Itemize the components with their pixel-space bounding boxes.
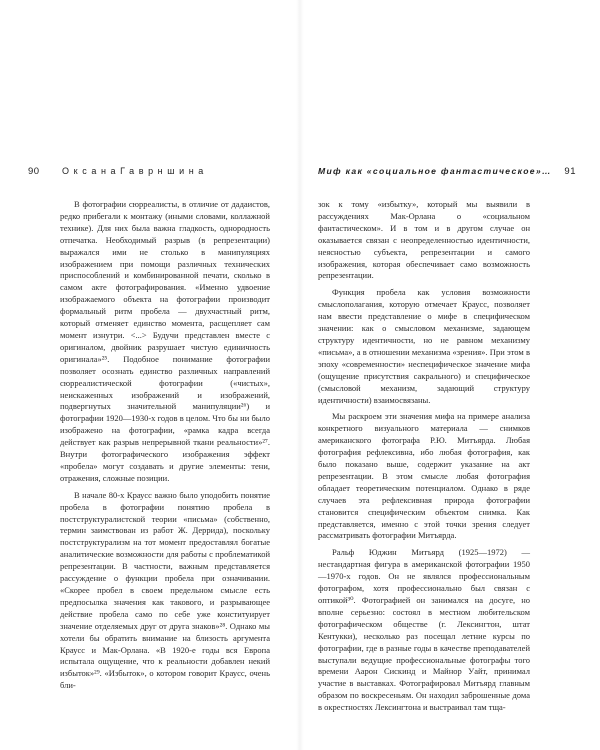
gutter [296, 0, 304, 750]
body-paragraph: В начале 80-х Краусс важно было уподобить понятие пробела в фотографии понятию пробела в постструктуралистской теории «письма» (собственно, термин заимствован из работ Ж. Деррида), поскольку постструктурализм на тот момент предоставлял богатые аналитические возможности для работы с проблематикой репрезентации. В частности, важным представляется рассуждение о функции пробела при означивании. «Скорее пробел в своем предельном смысле есть предпосылка значения как такового, и разрывающее действие пробела само по себе уже конституирует значение отделяемых друг от друга знаков»²⁸. Однако мы хотели бы обратить внимание на близость аргумента Краусс и Мак-Орлана. «В 1920-е годы вся Европа испытала ощущение, что к реальности добавлен некий избыток»²⁹. «Избыток», о котором говорит Краусс, очень бли- [60, 489, 270, 691]
left-page-body [60, 199, 270, 697]
body-paragraph: Функция пробела как условия возможности смыслополагания, которую отмечает Краусс, позволяет нам ввести представление о мифе в специфическом значении: как о смысловом механизме, задающем структуру идентичности, но не равном механизму «письма», а в отношении механизма «зрения». При этом в эпоху «современности» неспецифическое значение мифа (ощущение присутствия сакрального) и специфическое (смысловой механизм, задающий структуру идентичности) взаимосвязаны. [318, 287, 530, 405]
body-paragraph-continued: зок к тому «избытку», который мы выявили в рассуждениях Мак-Орлана о «социальном фантастическом». И в том и в другом случае он оказывается связан с неопределенностью идентичности, неясностью субъекта, репрезентации и самого изображения, которая обеспечивает само возможность репрезентации. [318, 199, 530, 281]
right-page-number: 91 [564, 166, 576, 177]
right-page-header [318, 166, 576, 180]
left-page-header [28, 166, 283, 180]
right-running-head: Миф как «социальное фантастическое»… [318, 166, 552, 176]
body-paragraph: В фотографии сюрреалисты, в отличие от дадаистов, редко прибегали к монтажу (иными словами, коллажной технике). Для них была важна гладкость, однородность отпечатка. Необходимый разрыв (в репрезентации) выражался ими не столько в манипуляциях изображением при помощи различных технических приспособлений и комбинированной печати, сколько в самом акте фотографирования. «Именно удвоение изображаемого объекта на фотографии производит формальный ритм пробела — двухчастный ритм, который отменяет единство момента, расщепляет сам момент изнутри. <...> Будучи представлен вместе с оригиналом, двойник разрушает чистую единичность оригинала»²⁵. Подобное понимание фотографии позволяет осознать единство различных направлений сюрреалистической фотографии («чистых», неискаженных изображений и изображений, подвергнутых значительной манипуляции²⁶) и фотографии 1920—1930-х годов в целом. Что бы ни было изображено на фотографии, «рамка кадра всегда действует как разрыв непрерывной ткани реальности»²⁷. Внутри фотографического изображения эффект «пробела» могут создавать и другие элементы: тени, отражения, сложные позиции. [60, 199, 270, 483]
body-paragraph: Ральф Юджин Митъярд (1925—1972) — нестандартная фигура в американской фотографии 1950—1970-х годов. Он не являлся профессиональным фотографом, хотя профессионально был связан с оптикой³⁰. Фотографией он занимался на досуге, но вполне серьезно: состоял в местном любительском фотографическом обществе (г. Лексингтон, штат Кентукки), несколько раз посещал летние курсы по фотографии, где в разные годы в качестве преподавателей выступали ведущие профессиональные фотографы того времени Аарон Сискинд и Майнор Уайт, принимал участие в выставках. Фотографировал Митъярд главным образом по воскресеньям. Он находил заброшенные дома в окрестностях Лексингтона и выстраивал там тща- [318, 547, 530, 713]
body-paragraph: Мы раскроем эти значения мифа на примере анализа конкретного визуального материала — снимков американского фотографа Р.Ю. Митъярда. Любая фотография рефлексивна, ибо любая фотография, как было показано выше, содержит указание на акт репрезентации. В этом смысле любая фотография обладает теоретическим потенциалом. Однако в ряде случаев эта рефлексивная природа фотографии становится специфическим объектом снимка. Как представляется, именно с этой точки зрения следует рассматривать фотографии Митъярда. [318, 411, 530, 541]
right-page-body [318, 199, 530, 719]
left-page-number: 90 [28, 166, 40, 177]
left-running-head: ОксанаГаврншина [62, 166, 208, 176]
